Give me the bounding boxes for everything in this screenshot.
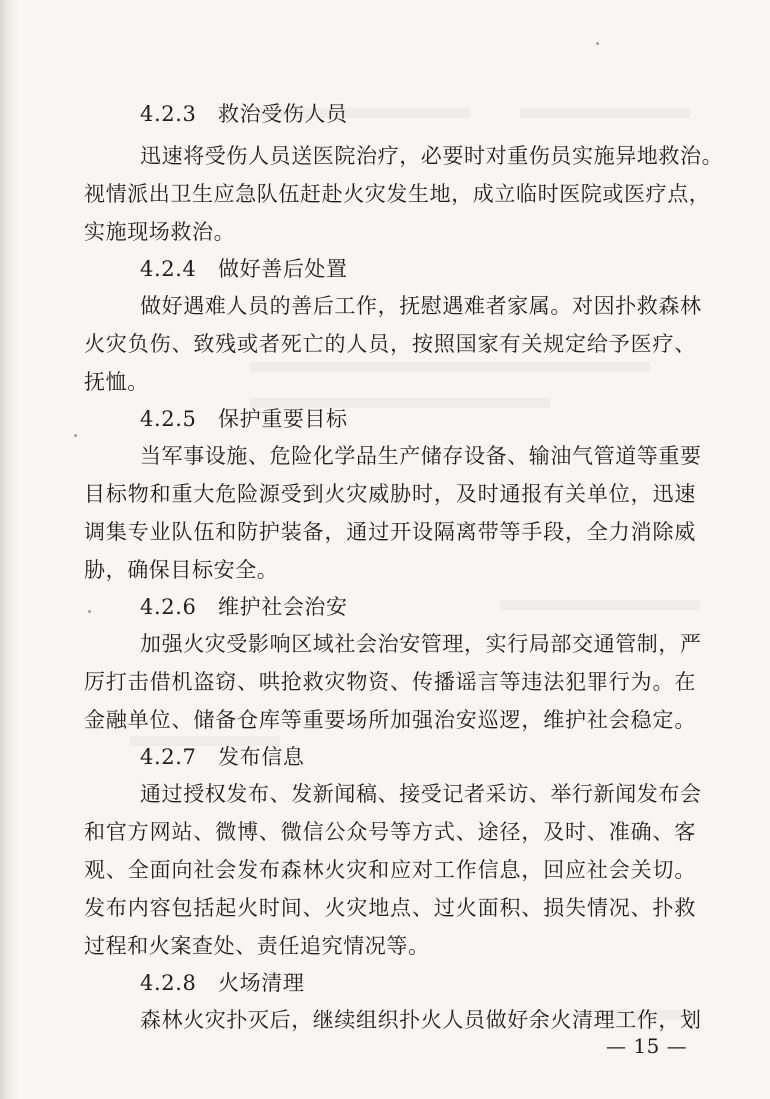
- scan-speck: [88, 610, 91, 613]
- paragraph-line: 实施现场救治。: [84, 220, 236, 244]
- section-heading: 4.2.4 做好善后处置: [140, 257, 348, 281]
- paragraph-line: 厉打击借机盗窃、哄抢救灾物资、传播谣言等违法犯罪行为。在: [84, 670, 696, 694]
- paragraph-line: 森林火灾扑灭后，继续组织扑火人员做好余火清理工作，划: [140, 1008, 702, 1032]
- paragraph-line: 迅速将受伤人员送医院治疗，必要时对重伤员实施异地救治。: [140, 144, 724, 168]
- paragraph-line: 火灾负伤、致残或者死亡的人员，按照国家有关规定给予医疗、: [84, 332, 696, 356]
- paragraph-line: 当军事设施、危险化学品生产储存设备、输油气管道等重要: [140, 444, 702, 468]
- paragraph-line: 做好遇难人员的善后工作，抚慰遇难者家属。对因扑救森林: [140, 294, 702, 318]
- page-number: — 15 —: [606, 1034, 688, 1058]
- paragraph-line: 调集专业队伍和防护装备，通过开设隔离带等手段，全力消除威: [84, 520, 696, 544]
- paragraph-line: 通过授权发布、发新闻稿、接受记者采访、举行新闻发布会: [140, 782, 702, 806]
- section-heading: 4.2.5 保护重要目标: [140, 407, 348, 431]
- section-heading: 4.2.3 救治受伤人员: [140, 102, 348, 126]
- paragraph-line: 视情派出卫生应急队伍赶赴火灾发生地，成立临时医院或医疗点，: [84, 182, 711, 206]
- paragraph-line: 金融单位、储备仓库等重要场所加强治安巡逻，维护社会稳定。: [84, 708, 696, 732]
- paragraph-line: 发布内容包括起火时间、火灾地点、过火面积、损失情况、扑救: [84, 896, 696, 920]
- paragraph-line: 观、全面向社会发布森林火灾和应对工作信息，回应社会关切。: [84, 858, 696, 882]
- paragraph-line: 胁，确保目标安全。: [84, 558, 279, 582]
- scan-speck: [596, 42, 599, 45]
- section-heading: 4.2.8 火场清理: [140, 971, 305, 995]
- section-heading: 4.2.7 发布信息: [140, 745, 305, 769]
- scan-speck: [74, 434, 77, 437]
- paragraph-line: 目标物和重大危险源受到火灾威胁时，及时通报有关单位，迅速: [84, 482, 696, 506]
- paragraph-line: 和官方网站、微博、微信公众号等方式、途径，及时、准确、客: [84, 820, 696, 844]
- section-heading: 4.2.6 维护社会治安: [140, 595, 348, 619]
- paragraph-line: 过程和火案查处、责任追究情况等。: [84, 934, 430, 958]
- paragraph-line: 抚恤。: [84, 370, 149, 394]
- paragraph-line: 加强火灾受影响区域社会治安管理，实行局部交通管制，严: [140, 632, 702, 656]
